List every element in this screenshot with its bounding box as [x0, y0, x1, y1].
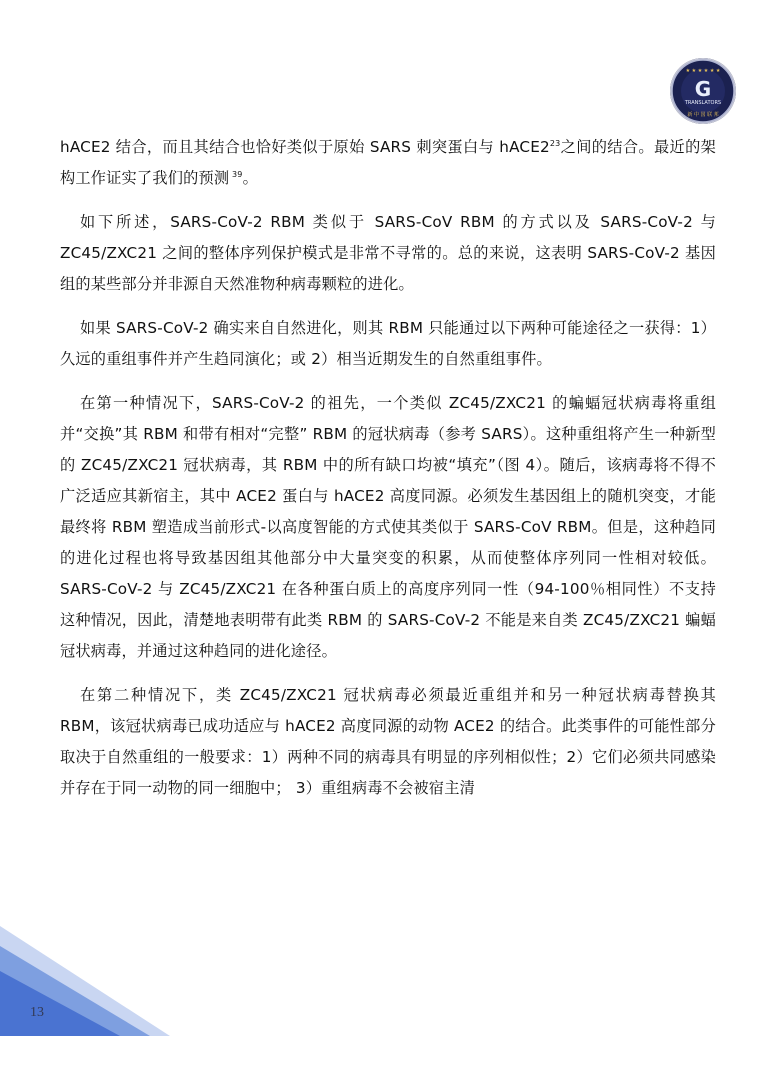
citation-39: 39 [229, 169, 243, 179]
logo-top-text: ★ ★ ★ ★ ★ ★ [685, 68, 721, 74]
paragraph-1: hACE2 结合，而且其结合也恰好类似于原始 SARS 刺突蛋白与 $hACE2^{23}$之间的结合。最近的架构工作证实了我们的预测 $^{39}$。 [60, 138, 717, 187]
page-number: 13 [30, 1005, 44, 1020]
translators-logo [670, 58, 736, 124]
logo-bottom-text: 新 中 国 联 邦 [687, 112, 719, 118]
paragraph-4: 在第一种情况下，SARS-CoV-2 的祖先，一个类似 ZC45/ZXC21 的蝙蝠冠状病毒将重组并“交换”其 RBM 和带有相对“完整” RBM 的冠状病毒（参考 SARS）。这种重组将产生一种新型的 ZC45/ZXC21 冠状病毒，其 RBM 中的所有缺口均被“填充”（图 4）。随后，该病毒将不得不广泛适应其新宿主，其中 ACE2 蛋白与 hACE2 高度同源。必须发生基因组上的随机突变，才能最终将 RBM 塑造成当前形式-以高度智能的方式使其类似于 SARS-CoV RBM。但是，这种趋同的进化过程也将导致基因组其他部分中大量突变的积累，从而使整体序列同一性相对较低。SARS-CoV-2 与 ZC45/ZXC21 在各种蛋白质上的高度序列同一性（94-100％相同性）不支持这种情况，因此，清楚地表明带有此类 RBM 的 SARS-CoV-2 不能是来自类 ZC45/ZXC21 蝙蝠冠状病毒，并通过这种趋同的进化途径。 [60, 394, 716, 660]
paragraph-5: 在第二种情况下，类 ZC45/ZXC21 冠状病毒必须最近重组并和另一种冠状病毒替换其 RBM，该冠状病毒已成功适应与 hACE2 高度同源的动物 ACE2 的结合。此类事件的可能性部分取决于自然重组的一般要求：1）两种不同的病毒具有明显的序列相似性；2）它们必须共同感染并存在于同一动物的同一细胞中； 3）重组病毒不会被宿主清 [60, 686, 716, 797]
corner-decoration-icon [0, 926, 170, 1036]
logo-emblem-icon [670, 58, 736, 124]
logo-letter: G [694, 77, 712, 101]
citation-23: 23 [549, 138, 561, 148]
document-body [60, 132, 716, 817]
paragraph-2: 如下所述，SARS-CoV-2 RBM 类似于 SARS-CoV RBM 的方式以及 SARS-CoV-2 与 ZC45/ZXC21 之间的整体序列保护模式是非常不寻常的。总的来说，这表明 SARS-CoV-2 基因组的某些部分并非源自天然准物种病毒颗粒的进化。 [60, 213, 716, 293]
logo-brand-text: TRANSLATORS [684, 100, 722, 106]
paragraph-3: 如果 SARS-CoV-2 确实来自自然进化，则其 RBM 只能通过以下两种可能途径之一获得：1）久远的重组事件并产生趋同演化；或 2）相当近期发生的自然重组事件。 [60, 319, 716, 368]
